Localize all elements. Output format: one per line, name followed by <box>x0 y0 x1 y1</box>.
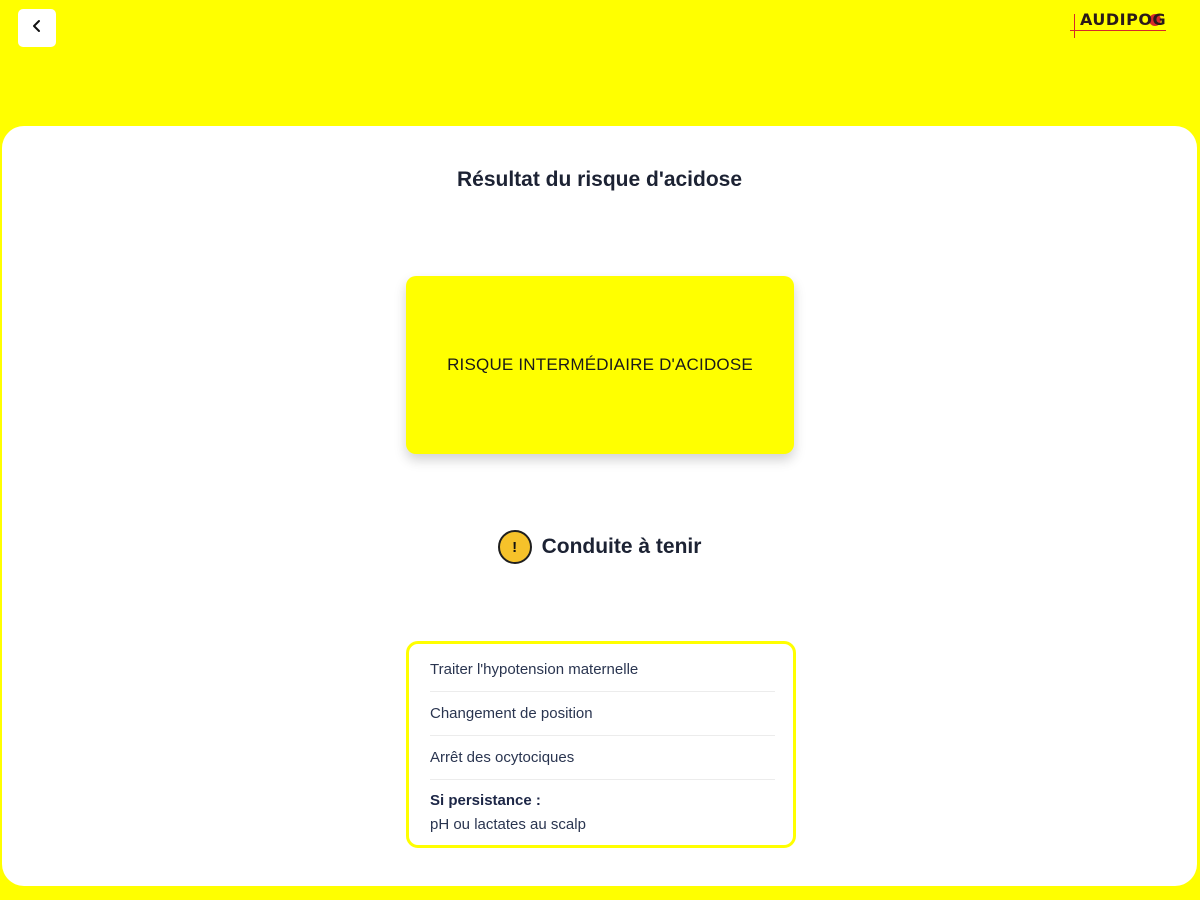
back-button[interactable] <box>18 9 56 47</box>
actions-list <box>406 641 796 848</box>
result-card <box>2 126 1197 886</box>
persistence-block <box>430 780 775 833</box>
audipog-logo <box>1070 8 1170 38</box>
risk-result-box <box>406 276 794 454</box>
conduite-header <box>2 530 1197 564</box>
conduite-title: Conduite à tenir <box>541 535 702 558</box>
logo-crosshair-vertical <box>1074 14 1075 38</box>
persistence-title: Si persistance : <box>430 792 541 809</box>
chevron-left-icon <box>30 19 44 38</box>
alert-icon: ! <box>498 530 532 564</box>
list-item: Changement de position <box>430 692 775 736</box>
logo-text: AUDIPOG <box>1080 10 1167 29</box>
risk-label: RISQUE INTERMÉDIAIRE D'ACIDOSE <box>447 355 753 374</box>
persistence-text: pH ou lactates au scalp <box>430 816 586 833</box>
page-title: Résultat du risque d'acidose <box>456 168 743 191</box>
logo-crosshair-horizontal <box>1070 30 1166 31</box>
list-item: Traiter l'hypotension maternelle <box>430 648 775 692</box>
list-item: Arrêt des ocytociques <box>430 736 775 780</box>
